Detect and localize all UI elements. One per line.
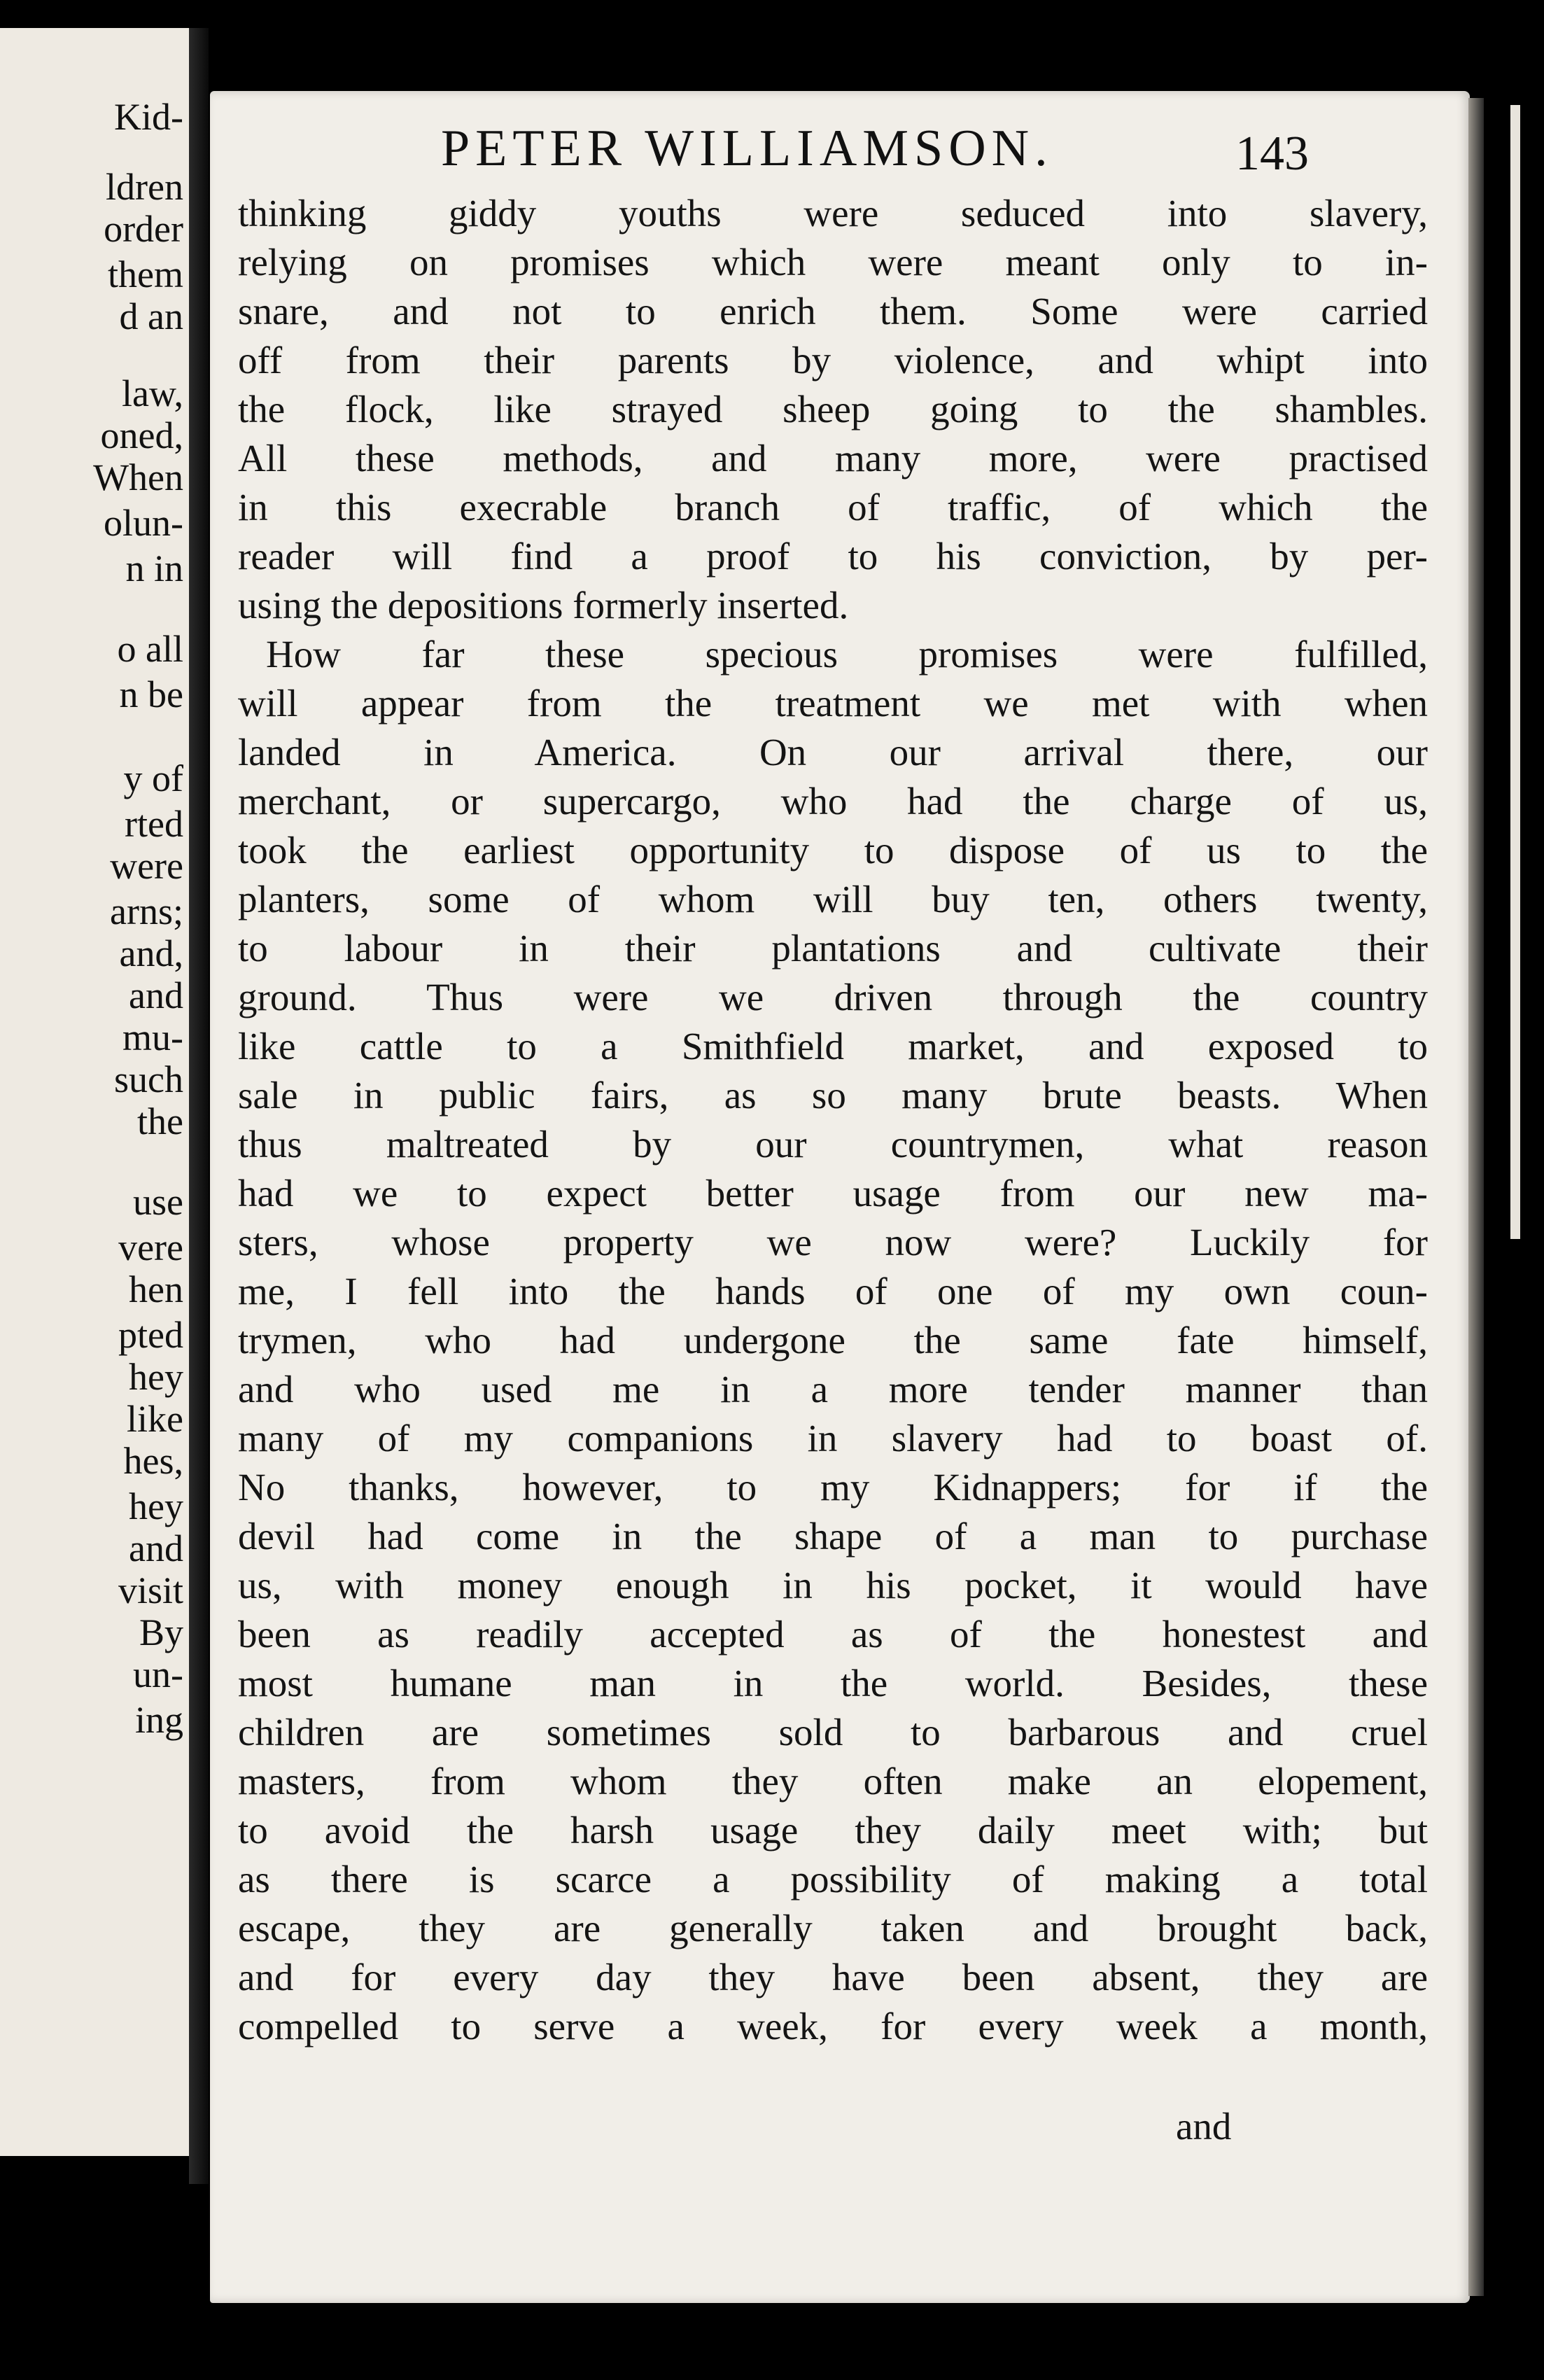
text-line: escape, they are generally taken and brought back, [238,1907,1428,1949]
facing-page-line: olun- [104,502,183,544]
text-line: planters, some of whom will buy ten, others twenty, [238,878,1428,920]
facing-page-line: like [127,1398,183,1440]
text-line: children are sometimes sold to barbarous and cruel [238,1711,1428,1754]
text-line: been as readily accepted as of the honestest and [238,1613,1428,1656]
facing-page-line: hes, [123,1440,183,1482]
text-line: as there is scarce a possibility of making a total [238,1858,1428,1900]
text-line: compelled to serve a week, for every week a month, [238,2005,1428,2047]
facing-page-line: ing [134,1699,183,1741]
text-line: How far these specious promises were fulfilled, [266,633,1428,676]
text-line: like cattle to a Smithfield market, and exposed to [238,1025,1428,1068]
facing-page-line: such [114,1058,183,1100]
facing-page-line: and [129,1527,183,1569]
text-line: reader will find a proof to his conviction, by per- [238,535,1428,578]
text-line: most humane man in the world. Besides, these [238,1662,1428,1704]
facing-page-line: un- [133,1653,183,1695]
text-line: sale in public fairs, as so many brute beasts. When [238,1074,1428,1116]
running-head: PETER WILLIAMSON. [441,120,1053,177]
text-line: many of my companions in slavery had to boast of. [238,1417,1428,1460]
facing-page-line: them [108,253,183,295]
text-line: thinking giddy youths were seduced into slavery, [238,192,1428,234]
facing-page-line: rted [125,803,183,845]
text-line: off from their parents by violence, and whipt into [238,339,1428,382]
text-line: using the depositions formerly inserted. [238,584,849,626]
facing-page-line: were [110,845,183,887]
text-line: to avoid the harsh usage they daily meet with; but [238,1809,1428,1851]
facing-page-line: and, [119,932,183,974]
text-line: trymen, who had undergone the same fate himself, [238,1319,1428,1362]
facing-page-line: hey [129,1356,183,1398]
text-line: relying on promises which were meant only to in- [238,241,1428,284]
facing-page-line: vere [118,1226,183,1268]
text-line: in this execrable branch of traffic, of which the [238,486,1428,528]
text-line: masters, from whom they often make an elopement, [238,1760,1428,1802]
facing-page-line: oned, [100,414,183,456]
text-line: and for every day they have been absent, they are [238,1956,1428,1998]
facing-page-line: ldren [106,166,183,208]
facing-page-line: law, [122,372,183,414]
facing-page-line: hen [129,1268,183,1310]
facing-page-line: the [137,1100,183,1142]
text-line: landed in America. On our arrival there, our [238,731,1428,774]
text-line: No thanks, however, to my Kidnappers; for if the [238,1466,1428,1508]
facing-page-line: order [104,208,183,250]
book-page [210,91,1470,2303]
facing-page-line: By [139,1611,183,1653]
facing-page-line: y of [123,757,183,799]
facing-page-line: pted [118,1314,183,1356]
facing-page-line: d an [119,295,183,337]
facing-page-line: n in [125,547,183,589]
page-number: 143 [1235,127,1309,181]
book-gutter [189,28,209,2184]
page-edge-shadow [1468,98,1484,2296]
catchword: and [1176,2105,1232,2148]
facing-page-line: and [129,974,183,1016]
facing-page-line: use [133,1181,183,1223]
text-line: sters, whose property we now were? Luckily for [238,1221,1428,1264]
text-line: ground. Thus were we driven through the country [238,976,1428,1018]
facing-page-line: visit [118,1569,183,1611]
facing-page-line: hey [129,1485,183,1527]
text-line: will appear from the treatment we met with when [238,682,1428,724]
right-margin-strip [1510,105,1520,1239]
facing-page-line: When [93,456,183,498]
text-line: merchant, or supercargo, who had the charge of us, [238,780,1428,822]
text-line: All these methods, and many more, were practised [238,437,1428,479]
text-line: devil had come in the shape of a man to purchase [238,1515,1428,1558]
text-line: us, with money enough in his pocket, it would have [238,1564,1428,1606]
facing-page-fragment [0,28,191,2156]
text-line: snare, and not to enrich them. Some were carried [238,290,1428,332]
text-line: me, I fell into the hands of one of my own coun- [238,1270,1428,1312]
text-line: the flock, like strayed sheep going to the shambles. [238,388,1428,430]
facing-page-line: n be [119,673,183,715]
facing-page-line: arns; [110,890,183,932]
page-body-text [238,189,1428,2051]
text-line: thus maltreated by our countrymen, what reason [238,1123,1428,1166]
facing-page-line: o all [117,628,183,670]
facing-page-line: Kid- [114,96,183,138]
text-line: had we to expect better usage from our new ma- [238,1172,1428,1214]
text-line: took the earliest opportunity to dispose of us to the [238,829,1428,872]
text-line: and who used me in a more tender manner than [238,1368,1428,1410]
facing-page-line: mu- [122,1016,183,1058]
text-line: to labour in their plantations and cultivate their [238,927,1428,969]
